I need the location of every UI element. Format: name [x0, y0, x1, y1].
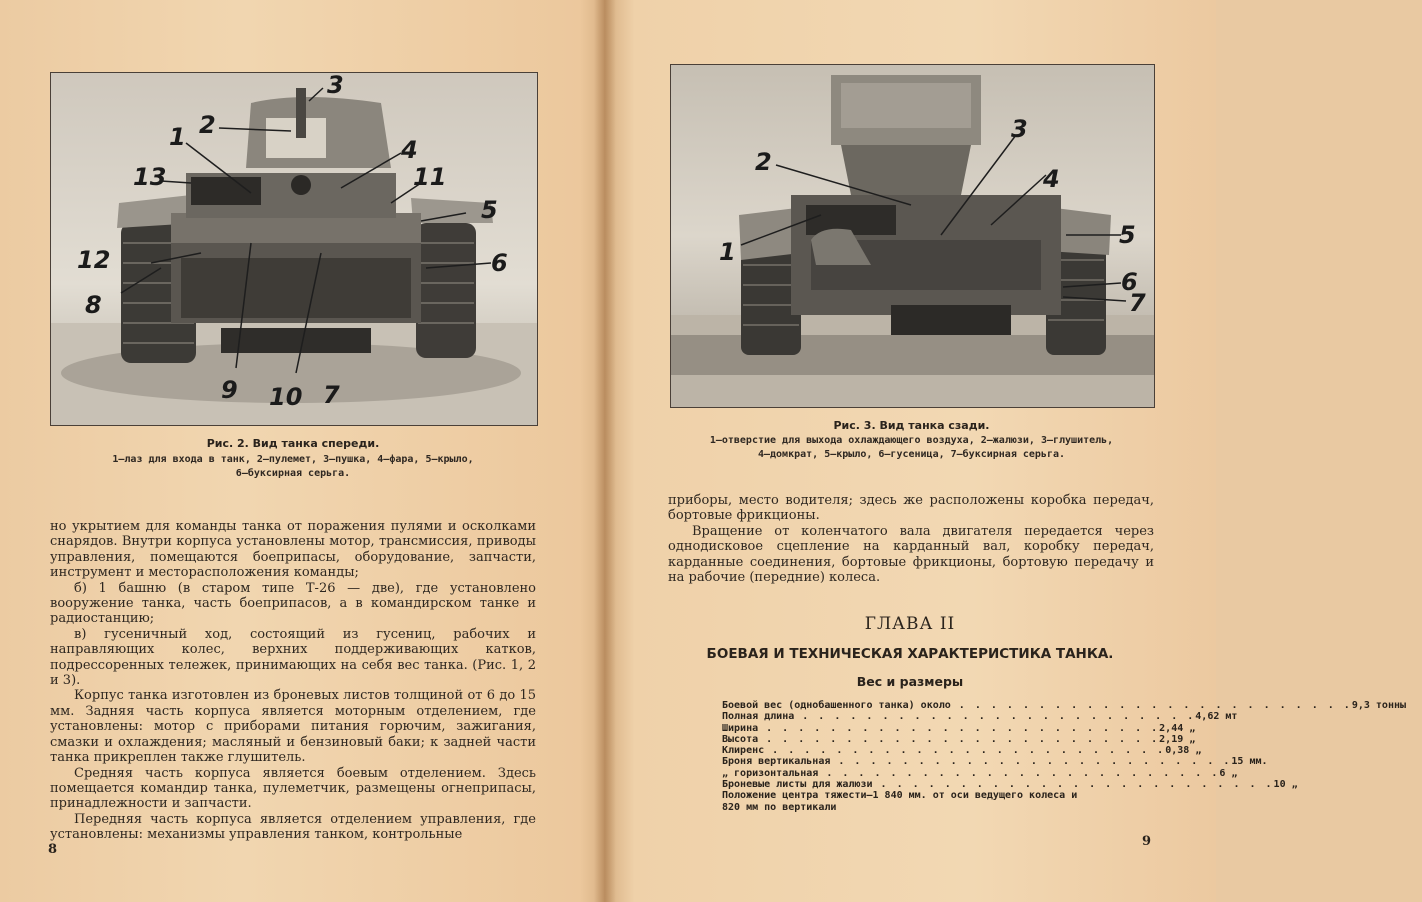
paragraph: Передняя часть корпуса является отделением управления, где установлены: механизмы управления танком, контрольные	[50, 811, 536, 843]
spec-unit: мм.	[1249, 756, 1268, 768]
spec-label: Высота	[722, 733, 759, 745]
tank-rear-illustration	[671, 65, 1154, 407]
spec-value: 0,38	[1165, 745, 1190, 757]
spec-row: „ горизонтальная . . . . . . . . . . . . . . . . . . . . . . . . . 6 „	[722, 767, 1238, 779]
fig2-label-5: 5	[481, 196, 498, 224]
paragraph: Вращение от коленчатого вала двигателя передается через однодисковое сцепление на карданный вал, коробку передач, карданные соединения, бортовые фрикционы, бортовую передачу и на рабочие (передние) колеса.	[668, 523, 1154, 586]
spec-value: 4,62	[1195, 711, 1220, 723]
spec-unit: „	[1231, 767, 1238, 779]
fig2-label-10: 10	[269, 383, 303, 411]
spec-value: 9,3	[1351, 700, 1370, 711]
figure-2-caption-title: Рис. 2. Вид танка спереди.	[206, 437, 380, 450]
figure-2-photo	[50, 72, 538, 426]
figure-2-caption-line-2: 6—буксирная серьга.	[235, 468, 351, 479]
spec-label: Ширина	[722, 722, 759, 734]
figure-3-caption-title: Рис. 3. Вид танка сзади.	[833, 419, 990, 432]
spec-unit: „	[1189, 733, 1196, 745]
spec-unit: „	[1195, 745, 1202, 757]
fig3-label-1: 1	[719, 238, 736, 266]
fig2-label-12: 12	[77, 246, 111, 274]
spec-unit: тонны	[1375, 700, 1407, 711]
fig3-label-3: 3	[1011, 115, 1028, 143]
fig3-label-7: 7	[1129, 289, 1146, 317]
fig2-label-2: 2	[199, 111, 216, 139]
paragraph: но укрытием для команды танка от поражения пулями и осколками снарядов. Внутри корпуса установлены мотор, трансмиссия, приводы управления, помещаются боеприпасы, оборудование, запчасти, инструмент и месторасположения команды;	[50, 519, 536, 581]
spec-label: Клиренс	[722, 745, 765, 757]
figure-3-photo	[670, 64, 1155, 408]
fig3-label-5: 5	[1119, 221, 1136, 249]
spec-row: Клиренс . . . . . . . . . . . . . . . . . . . . . . . . . 0,38 „	[722, 745, 1202, 757]
spec-label: Броневые листы для жалюзи	[722, 779, 873, 791]
right-body-text	[668, 493, 1154, 585]
paragraph: Средняя часть корпуса является боевым отделением. Здесь помещается командир танка, пулеметчик, размещены огнеприпасы, принадлежности и запчасти.	[50, 765, 536, 812]
spec-unit: мт	[1225, 711, 1238, 723]
spec-label: „ горизонтальная	[722, 767, 819, 779]
specs-table	[722, 700, 1407, 813]
figure-3-caption-line-1: 1—отверстие для выхода охлаждающего воздуха, 2—жалюзи, 3—глушитель,	[709, 435, 1114, 446]
spec-row: Ширина . . . . . . . . . . . . . . . . . . . . . . . . . 2,44 „	[722, 722, 1196, 734]
spec-row: Полная длина . . . . . . . . . . . . . . . . . . . . . . . . . 4,62 мт	[722, 711, 1238, 723]
spec-value: 2,19	[1159, 733, 1184, 745]
left-body-text	[50, 519, 536, 843]
chapter-title: ГЛАВА II	[864, 614, 956, 634]
spec-value: 10	[1273, 779, 1286, 791]
spec-value: 2,44	[1159, 722, 1184, 734]
paragraph: б) 1 башню (в старом типе Т-26 — две), где установлено вооружение танка, часть боеприпасов, а в командирском танке и радиостанцию;	[50, 580, 536, 627]
figure-2-caption-line-1: 1—лаз для входа в танк, 2—пулемет, 3—пушка, 4—фара, 5—крыло,	[112, 454, 474, 465]
center-of-gravity-note: Положение центра тяжести—1 840 мм. от оси ведущего колеса и 820 мм по вертикали	[722, 790, 1078, 813]
fig2-label-7: 7	[323, 381, 340, 409]
book-gutter	[594, 0, 616, 902]
paragraph: в) гусеничный ход, состоящий из гусениц, рабочих и направляющих колес, верхних поддерживающих катков, подрессоренных тележек, принимающих на себя вес танка. (Рис. 1, 2 и 3).	[50, 626, 536, 689]
spec-value: 6	[1219, 767, 1226, 779]
spec-row: Боевой вес (однобашенного танка) около . . . . . . . . . . . . . . . . . . . . . . . . . 9,3 тонны	[722, 700, 1407, 711]
fig2-label-8: 8	[85, 291, 102, 319]
section-heading: БОЕВАЯ И ТЕХНИЧЕСКАЯ ХАРАКТЕРИСТИКА ТАНКА.	[706, 646, 1114, 662]
fig2-label-9: 9	[221, 376, 238, 404]
spec-row: Броня вертикальная . . . . . . . . . . . . . . . . . . . . . . . . . 15 мм.	[722, 756, 1268, 768]
left-page-number: 8	[48, 842, 58, 857]
paragraph: приборы, место водителя; здесь же расположены коробка передач, бортовые фрикционы.	[668, 493, 1154, 524]
fig2-label-6: 6	[491, 249, 508, 277]
spec-unit: „	[1189, 722, 1196, 734]
spec-unit: „	[1291, 779, 1298, 791]
spec-row: Высота . . . . . . . . . . . . . . . . . . . . . . . . . 2,19 „	[722, 733, 1196, 745]
spec-label: Боевой вес (однобашенного танка) около	[722, 700, 951, 711]
right-page-number: 9	[1142, 834, 1152, 849]
fig3-label-4: 4	[1043, 165, 1060, 193]
fig3-label-2: 2	[755, 148, 772, 176]
spec-row: Броневые листы для жалюзи . . . . . . . . . . . . . . . . . . . . . . . . . 10 „	[722, 779, 1298, 791]
fig2-label-1: 1	[169, 123, 186, 151]
fig2-label-11: 11	[413, 163, 447, 191]
spec-label: Полная длина	[722, 711, 795, 723]
section-subheading: Вес и размеры	[856, 674, 964, 689]
figure-3-caption-line-2: 4—домкрат, 5—крыло, 6—гусеница, 7—буксирная серьга.	[757, 449, 1066, 460]
fig3-label-6: 6	[1121, 268, 1138, 296]
fig2-label-3: 3	[327, 71, 344, 99]
spec-label: Броня вертикальная	[722, 756, 831, 768]
tank-front-illustration	[51, 73, 537, 425]
fig2-label-13: 13	[133, 163, 167, 191]
fig2-label-4: 4	[401, 136, 418, 164]
paragraph: Корпус танка изготовлен из броневых листов толщиной от 6 до 15 мм. Задняя часть корпуса является моторным отделением, где установлены: мотор с приборами питания горючим, зажигания, смазки и охлаждения; масляный и бензиновый баки; к задней части танка прикреплен также глушитель.	[50, 688, 536, 766]
spec-value: 15	[1231, 756, 1244, 768]
